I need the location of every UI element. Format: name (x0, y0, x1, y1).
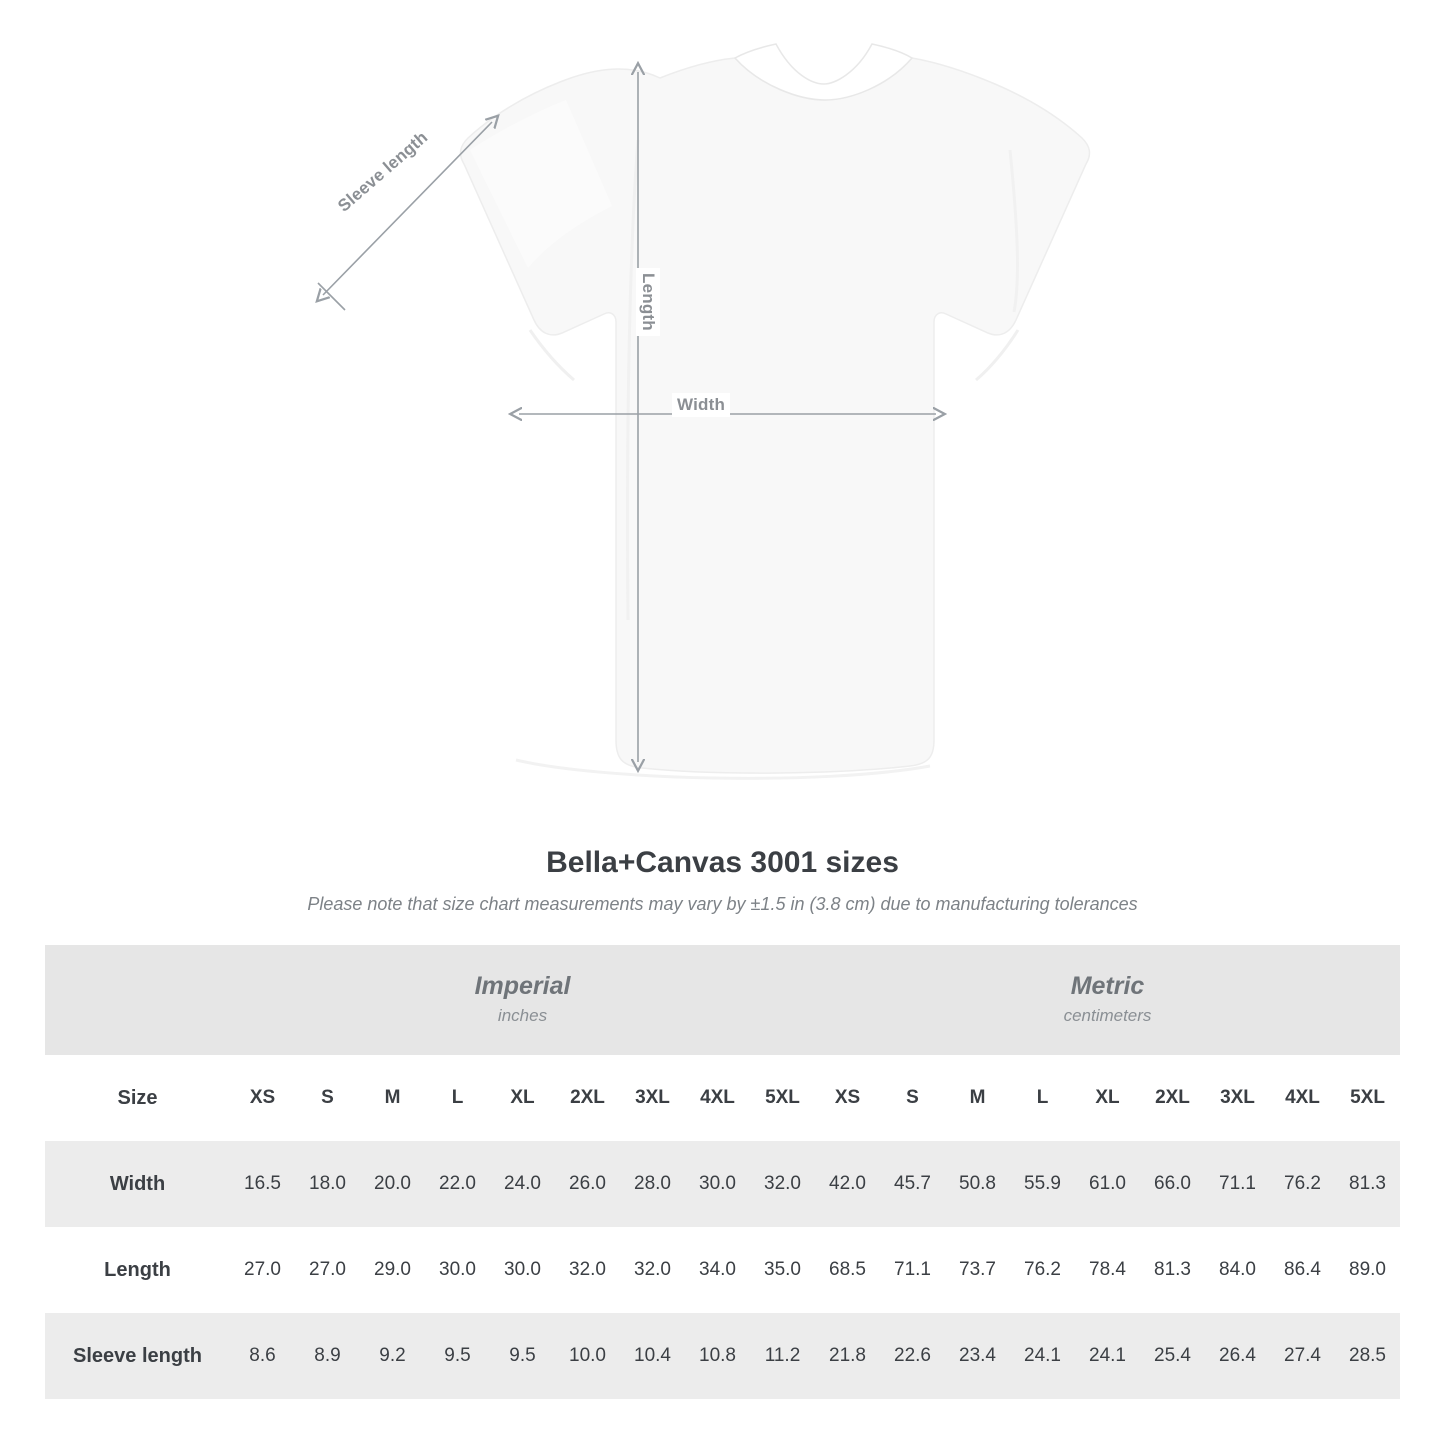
size-col-header: XS (230, 1055, 295, 1141)
cell-value: 24.0 (490, 1141, 555, 1227)
unit-group-metric-unit: centimeters (1063, 1006, 1152, 1026)
cell-value: 27.0 (295, 1227, 360, 1313)
cell-value: 27.4 (1270, 1313, 1335, 1399)
table-row (45, 1141, 1400, 1227)
unit-group-imperial-unit: inches (497, 1006, 548, 1026)
size-col-header: 2XL (1140, 1055, 1205, 1141)
cell-value: 76.2 (1010, 1227, 1075, 1313)
size-col-header: 4XL (1270, 1055, 1335, 1141)
size-col-header: L (425, 1055, 490, 1141)
cell-value: 10.4 (620, 1313, 685, 1399)
width-dimension-label: Width (672, 393, 730, 417)
length-dimension-label: Length (636, 268, 660, 336)
row-label-sleeve-length: Sleeve length (45, 1313, 230, 1399)
size-col-header: 5XL (1335, 1055, 1400, 1141)
cell-value: 30.0 (685, 1141, 750, 1227)
size-col-header: M (945, 1055, 1010, 1141)
size-col-header: S (295, 1055, 360, 1141)
cell-value: 18.0 (295, 1141, 360, 1227)
size-col-header: 3XL (620, 1055, 685, 1141)
size-col-header: M (360, 1055, 425, 1141)
row-label-length: Length (45, 1227, 230, 1313)
cell-value: 71.1 (1205, 1141, 1270, 1227)
cell-value: 26.4 (1205, 1313, 1270, 1399)
sleeve-length-dimension-label: Sleeve length (329, 123, 437, 221)
cell-value: 76.2 (1270, 1141, 1335, 1227)
cell-value: 30.0 (425, 1227, 490, 1313)
cell-value: 24.1 (1010, 1313, 1075, 1399)
cell-value: 23.4 (945, 1313, 1010, 1399)
cell-value: 32.0 (555, 1227, 620, 1313)
cell-value: 81.3 (1140, 1227, 1205, 1313)
unit-group-metric (815, 945, 1400, 1055)
cell-value: 10.8 (685, 1313, 750, 1399)
cell-value: 11.2 (750, 1313, 815, 1399)
cell-value: 84.0 (1205, 1227, 1270, 1313)
cell-value: 27.0 (230, 1227, 295, 1313)
cell-value: 73.7 (945, 1227, 1010, 1313)
size-col-header: L (1010, 1055, 1075, 1141)
shirt-body-shape (461, 44, 1090, 778)
cell-value: 55.9 (1010, 1141, 1075, 1227)
cell-value: 22.0 (425, 1141, 490, 1227)
size-col-header: S (880, 1055, 945, 1141)
unit-group-header-row (45, 945, 1400, 1055)
size-col-header: XS (815, 1055, 880, 1141)
cell-value: 9.5 (490, 1313, 555, 1399)
cell-value: 71.1 (880, 1227, 945, 1313)
size-row-label: Size (45, 1055, 230, 1141)
cell-value: 28.5 (1335, 1313, 1400, 1399)
row-label-width: Width (45, 1141, 230, 1227)
cell-value: 16.5 (230, 1141, 295, 1227)
cell-value: 30.0 (490, 1227, 555, 1313)
cell-value: 8.9 (295, 1313, 360, 1399)
cell-value: 20.0 (360, 1141, 425, 1227)
size-col-header: XL (1075, 1055, 1140, 1141)
cell-value: 66.0 (1140, 1141, 1205, 1227)
size-col-header: 4XL (685, 1055, 750, 1141)
cell-value: 78.4 (1075, 1227, 1140, 1313)
cell-value: 32.0 (750, 1141, 815, 1227)
cell-value: 24.1 (1075, 1313, 1140, 1399)
cell-value: 42.0 (815, 1141, 880, 1227)
chart-heading (0, 846, 1445, 915)
cell-value: 26.0 (555, 1141, 620, 1227)
cell-value: 50.8 (945, 1141, 1010, 1227)
tolerance-note: Please note that size chart measurements may vary by ±1.5 in (3.8 cm) due to manufacturing tolerances (307, 894, 1138, 914)
size-table-wrapper (45, 945, 1400, 1399)
cell-value: 9.5 (425, 1313, 490, 1399)
size-col-header: XL (490, 1055, 555, 1141)
cell-value: 61.0 (1075, 1141, 1140, 1227)
cell-value: 25.4 (1140, 1313, 1205, 1399)
cell-value: 21.8 (815, 1313, 880, 1399)
cell-value: 34.0 (685, 1227, 750, 1313)
cell-value: 28.0 (620, 1141, 685, 1227)
cell-value: 22.6 (880, 1313, 945, 1399)
unit-group-imperial-name: Imperial (474, 971, 571, 1000)
cell-value: 45.7 (880, 1141, 945, 1227)
table-corner-cell (45, 945, 230, 1055)
unit-group-imperial (230, 945, 815, 1055)
table-row (45, 1227, 1400, 1313)
cell-value: 35.0 (750, 1227, 815, 1313)
size-col-header: 5XL (750, 1055, 815, 1141)
unit-group-metric-name: Metric (1070, 971, 1145, 1000)
cell-value: 68.5 (815, 1227, 880, 1313)
size-chart-table (45, 945, 1400, 1399)
table-row (45, 1313, 1400, 1399)
cell-value: 81.3 (1335, 1141, 1400, 1227)
cell-value: 8.6 (230, 1313, 295, 1399)
cell-value: 32.0 (620, 1227, 685, 1313)
cell-value: 29.0 (360, 1227, 425, 1313)
cell-value: 89.0 (1335, 1227, 1400, 1313)
cell-value: 9.2 (360, 1313, 425, 1399)
cell-value: 86.4 (1270, 1227, 1335, 1313)
page-title: Bella+Canvas 3001 sizes (546, 846, 899, 879)
size-header-row (45, 1055, 1400, 1141)
size-col-header: 2XL (555, 1055, 620, 1141)
cell-value: 10.0 (555, 1313, 620, 1399)
size-col-header: 3XL (1205, 1055, 1270, 1141)
